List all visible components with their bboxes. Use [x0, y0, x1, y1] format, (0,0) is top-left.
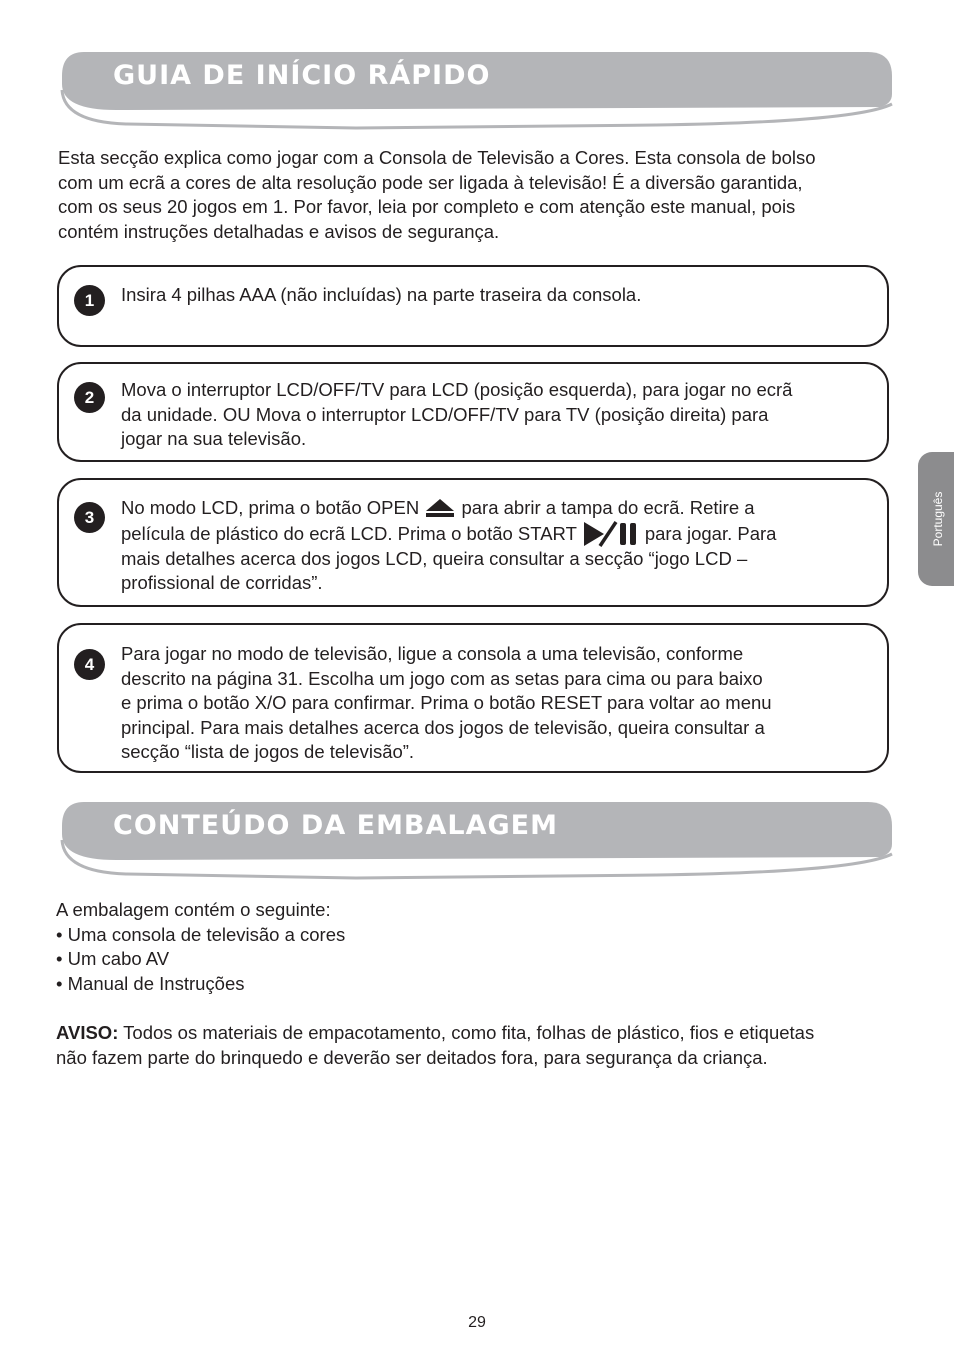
step-line: mais detalhes acerca dos jogos LCD, queira consultar a secção “jogo LCD –	[121, 547, 748, 569]
step-1-box	[57, 265, 889, 347]
step-text	[121, 496, 881, 596]
step-number-badge: 1	[74, 285, 105, 316]
step-line: Insira 4 pilhas AAA (não incluídas) na parte traseira da consola.	[121, 284, 642, 305]
warning-line	[56, 1021, 892, 1046]
play-pause-icon	[582, 521, 640, 547]
step-text	[121, 283, 881, 308]
step-4-box	[57, 623, 889, 773]
language-tab	[918, 452, 954, 586]
step-line: e prima o botão X/O para confirmar. Prima o botão RESET para voltar ao menu	[121, 692, 772, 713]
section-title: CONTEÚDO DA EMBALAGEM	[113, 810, 558, 841]
page-number: 29	[468, 1314, 486, 1331]
step-line-part: No modo LCD, prima o botão OPEN	[121, 497, 420, 518]
language-tab-label: Português	[931, 491, 945, 547]
step-line	[121, 496, 881, 521]
step-line: Mova o interruptor LCD/OFF/TV para LCD (posição esquerda), para jogar no ecrã	[121, 379, 793, 400]
eject-icon	[424, 498, 456, 518]
step-text	[121, 378, 881, 452]
package-contents-list	[56, 898, 345, 996]
step-line-part: película de plástico do ecrã LCD. Prima o botão START	[121, 522, 577, 544]
step-line: jogar na sua televisão.	[121, 428, 307, 449]
section-banner-quick-start	[56, 50, 898, 130]
list-item: • Um cabo AV	[56, 948, 170, 969]
step-2-box	[57, 362, 889, 462]
step-line: principal. Para mais detalhes acerca dos jogos de televisão, queira consultar a	[121, 716, 765, 738]
section-banner-package-contents	[56, 800, 898, 880]
list-item: • Manual de Instruções	[56, 972, 245, 994]
intro-line: Esta secção explica como jogar com a Consola de Televisão a Cores. Esta consola de bolso	[58, 147, 816, 168]
warning-label: AVISO:	[56, 1022, 119, 1043]
intro-line: contém instruções detalhadas e avisos de segurança.	[58, 220, 500, 242]
step-line: descrito na página 31. Escolha um jogo com as setas para cima ou para baixo	[121, 667, 763, 689]
intro-line: com um ecrã a cores de alta resolução pode ser ligada à televisão! É a diversão garantida,	[58, 171, 803, 193]
intro-paragraph	[58, 146, 894, 244]
step-number-badge: 2	[74, 382, 105, 413]
warning-text: Todos os materiais de empacotamento, como fita, folhas de plástico, fios e etiquetas	[118, 1022, 815, 1043]
step-line-part: para jogar. Para	[644, 522, 777, 544]
step-line-part: para abrir a tampa do ecrã. Retire a	[461, 497, 755, 518]
step-text	[121, 642, 881, 765]
step-3-box	[57, 478, 889, 607]
step-line: secção “lista de jogos de televisão”.	[121, 741, 415, 762]
step-line: Para jogar no modo de televisão, ligue a consola a uma televisão, conforme	[121, 643, 744, 664]
step-line: da unidade. OU Mova o interruptor LCD/OFF/TV para TV (posição direita) para	[121, 403, 769, 425]
intro-line: com os seus 20 jogos em 1. Por favor, leia por completo e com atenção este manual, pois	[58, 196, 796, 217]
warning-line: não fazem parte do brinquedo e deverão ser deitados fora, para segurança da criança.	[56, 1046, 768, 1068]
step-line: profissional de corridas”.	[121, 572, 323, 593]
list-intro: A embalagem contém o seguinte:	[56, 899, 331, 920]
warning-paragraph	[56, 1021, 892, 1070]
list-item: • Uma consola de televisão a cores	[56, 923, 346, 945]
section-title: GUIA DE INÍCIO RÁPIDO	[113, 60, 491, 91]
step-number-badge: 4	[74, 649, 105, 680]
step-number-badge: 3	[74, 502, 105, 533]
step-line	[121, 521, 881, 547]
